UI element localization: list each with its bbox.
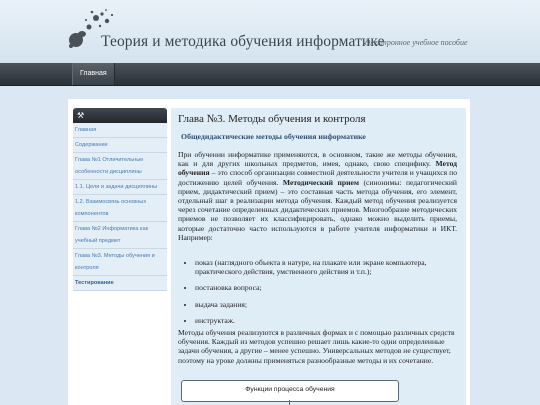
paragraph-intro (178, 150, 457, 242)
techniques-list (187, 258, 460, 332)
top-navbar (0, 63, 540, 86)
term-method: Метод обучения (178, 159, 457, 178)
text-span: При обучении информатике применяются, в основном, такие же методы обучения, как и для других школьных предметов, имея, однако, свою специфику. (178, 150, 457, 169)
sidebar-menu (73, 123, 167, 291)
sidebar-item-chapter-1[interactable]: Глава №1 Отличительные особенности дисциплины (73, 153, 167, 180)
section-heading: Общедидактические методы обучения информатике (181, 132, 366, 141)
list-item: • показ (наглядного объекта в натуре, на плакате или экране компьютера, практического действия, умственного действия и т.п.); (195, 258, 460, 276)
sidebar-item-testing[interactable]: Тестирование (73, 276, 167, 291)
sidebar-item-section-1-2[interactable]: 1.2. Взаимосвязь основных компонентов (73, 195, 167, 222)
site-subtitle: Электронное учебное пособие (365, 38, 468, 47)
nav-home-link[interactable]: Главная (72, 63, 115, 85)
wrench-icon: ⚒ (77, 111, 85, 120)
chapter-title: Глава №3. Методы обучения и контроля (178, 113, 366, 125)
sidebar-item-section-1-1[interactable]: 1.1. Цели и задачи дисциплины (73, 180, 167, 195)
sidebar-item-chapter-3[interactable]: Глава №3. Методы обучения и контроля (73, 249, 167, 276)
sidebar (73, 108, 167, 291)
site-title: Теория и методика обучения информатике (101, 33, 385, 50)
sidebar-header (73, 108, 167, 123)
list-item: • постановка вопроса; (195, 283, 460, 292)
text-span: – это способ организации совместной деятельности учителя и учащихся по достижению целей обучения. (178, 168, 457, 187)
diagram-box (181, 380, 399, 402)
sidebar-item-home[interactable]: Главная (73, 123, 167, 138)
list-item: • инструктаж. (195, 316, 460, 325)
term-technique: Методический прием (282, 177, 360, 187)
sidebar-item-contents[interactable]: Содержание (73, 138, 167, 153)
text-span: (синонимы: педагогический прием, дидактический прием) – это составная часть метода обучения, его элемент, отдельный шаг в реализации метода обучения. Каждый метод обучения реализуется через сочетание определенных дидактических приемов. Многообразие методических приемов не позволяет их классифицировать, однако можно выделить приемы, которые достаточно часто используются в работе учителя информатики и ИКТ. Например: (178, 177, 457, 242)
sidebar-item-chapter-2[interactable]: Глава №2 Информатика как учебный предмет (73, 222, 167, 249)
list-item: • выдача задания; (195, 300, 460, 309)
site-header (0, 0, 540, 63)
diagram-connector (289, 400, 290, 405)
diagram-label: Функции процесса обучения (245, 386, 335, 393)
content-area (171, 108, 466, 405)
paragraph-forms: Методы обучения реализуются в различных формах и с помощью различных средств обучения. Каждый из методов успешно решает лишь какие-то одни определенные задачи обучения, а другие – менее успешно. Универсальных методов не существует, поэтому на уроке должны применяться разнообразные методы и их сочетание. (178, 328, 455, 365)
